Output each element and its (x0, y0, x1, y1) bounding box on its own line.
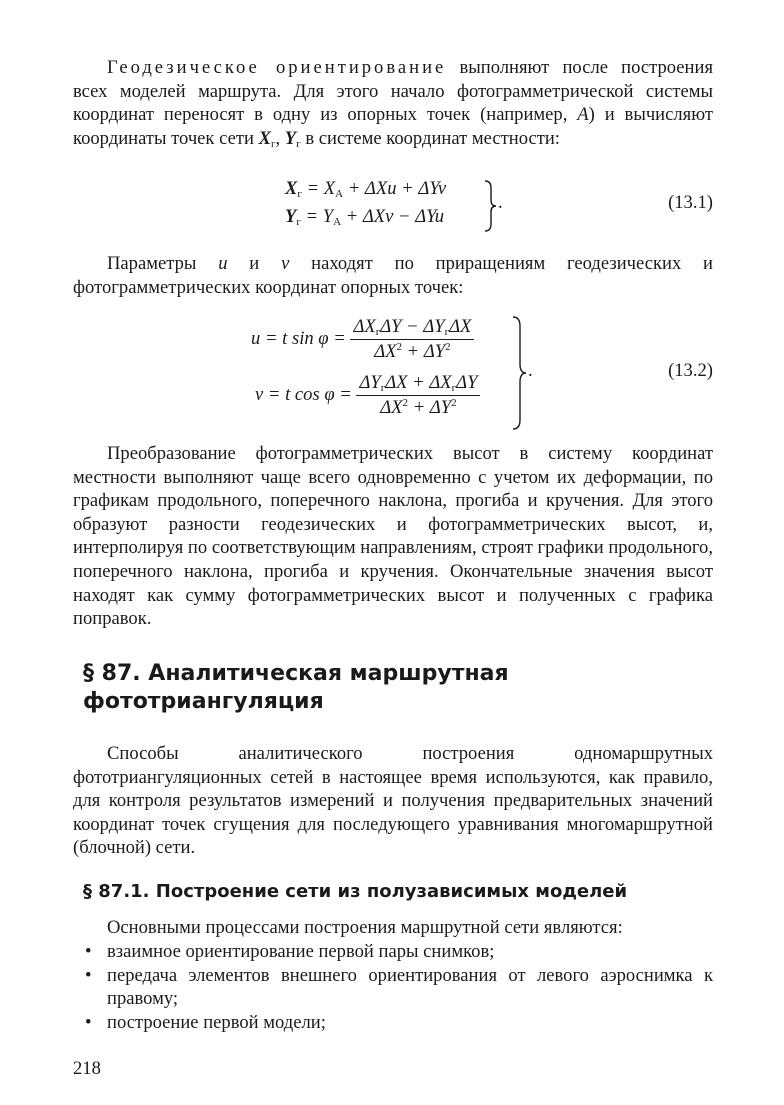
eq-term: ΔX (374, 341, 397, 362)
list-item (73, 964, 713, 1011)
list-item-text: построение первой модели; (107, 1011, 326, 1033)
list-item-text: взаимное ориентирование первой пары снимков; (107, 941, 495, 962)
eq-period: . (498, 192, 503, 213)
right-brace-icon (483, 180, 497, 232)
paragraph-parameters (73, 252, 713, 299)
process-list (73, 940, 713, 1034)
eq-term: = X (301, 178, 336, 199)
eq-term: ΔX (449, 316, 472, 337)
spaced-term: Геодезическое ориентирование (107, 57, 447, 78)
eq-sub: г (297, 188, 302, 200)
eq-sub: A (335, 188, 344, 200)
bullet-icon: • (85, 1011, 92, 1033)
var-v: v (281, 253, 290, 274)
eq-sub: A (333, 216, 342, 228)
equation-13-1 (73, 176, 713, 236)
eq-sup: 2 (451, 397, 457, 409)
eq-v-line (255, 372, 480, 419)
var-u: u (218, 253, 228, 274)
section-87-line1: § 87. Аналитическая маршрутная (83, 661, 509, 686)
text-run: ) и вычисляют координаты точек сети (73, 104, 713, 149)
eq-term: ΔY − ΔY (380, 316, 445, 337)
eq-u-line (251, 316, 474, 363)
bullet-icon: • (85, 941, 92, 962)
subscript-g: г (270, 137, 276, 150)
eq-sup: 2 (445, 341, 451, 353)
paragraph-analytical-methods: Способы аналитического построения одномаршрутных фототриангуляционных сетей в настоящее время используются, как правило, для контроля результатов измерений и получения предварительных значений координат точек сгущения для последующего уравнивания многомаршрутной (блочной) сети. (73, 743, 713, 859)
eq-sub: г (444, 326, 450, 338)
paragraph-geodetic-orientation (73, 56, 713, 156)
subscript-g: г (296, 137, 301, 150)
text-run: Параметры (107, 253, 219, 274)
eq-sub: г (451, 382, 457, 394)
eq-term: + ΔY (408, 397, 452, 418)
bullet-icon: • (85, 964, 92, 986)
eq-period: . (528, 360, 533, 381)
eq-line-2 (285, 206, 444, 228)
eq-sup: 2 (396, 341, 402, 353)
eq-term: + ΔXv − ΔYu (341, 206, 445, 227)
list-item-text: передача элементов внешнего ориентирования от левого аэроснимка к правому; (107, 964, 713, 1010)
eq-term: + ΔY (402, 341, 446, 362)
text-run: находят по приращениям геодезических и фотограмметрических координат опорных точек: (73, 253, 714, 298)
list-item (73, 1011, 713, 1035)
point-a: A (577, 104, 589, 126)
eq-line-1 (285, 178, 446, 200)
eq-sub: г (375, 326, 381, 338)
eq-term: = Y (300, 206, 334, 227)
eq-y: Y (285, 206, 297, 227)
equation-number: (13.1) (668, 192, 713, 213)
eq-term: ΔY (359, 372, 381, 393)
fraction-u (350, 316, 474, 363)
eq-term: ΔY (456, 372, 478, 393)
eq-lhs-u: u = t sin φ = (251, 327, 351, 349)
var-y: Y (284, 127, 297, 149)
eq-term: + ΔXu + ΔYv (343, 178, 447, 199)
paragraph-height-transform: Преобразование фотограмметрических высот в систему координат местности выполняют чаще всего одновременно с учетом их деформации, по графикам продольного, поперечного наклона, прогиба и кручения. Для этого образуют разности геодезических и фотограмметрических высот, и, интерполируя по соответствующим направлениям, строят графики продольного, поперечного наклона, прогиба и кручения. Окончательные значения высот находят как сумму фотограмметрических высот и полученных с графика поправок. (73, 443, 713, 630)
fraction-v (356, 372, 480, 419)
text-run: выполняют после построения всех моделей маршрута. Для этого начало фотограмметрической системы координат переносят в одну из опорных точек (например, (73, 57, 713, 126)
eq-term: ΔX (380, 397, 403, 418)
section-87-heading (83, 660, 509, 716)
eq-sup: 2 (402, 397, 409, 409)
page-number: 218 (73, 1058, 101, 1079)
eq-sub: г (296, 216, 301, 228)
eq-lhs-v: v = t cos φ = (255, 383, 357, 405)
eq-term: ΔX + ΔX (385, 372, 452, 393)
eq-x: X (285, 178, 298, 199)
section-87-1-heading: § 87.1. Построение сети из полузависимых моделей (83, 881, 628, 902)
text-run: , (275, 127, 285, 149)
eq-term: ΔX (353, 316, 376, 337)
list-item (73, 940, 713, 964)
eq-sub: г (380, 382, 386, 394)
equation-13-2 (73, 314, 713, 434)
right-brace-icon (511, 316, 527, 430)
text-run: и (227, 253, 282, 274)
var-x: X (258, 127, 271, 149)
text-run: в системе координат местности: (300, 127, 560, 149)
paragraph-main-processes: Основными процессами построения маршрутной сети являются: (107, 917, 623, 938)
equation-number: (13.2) (668, 360, 713, 381)
section-87-line2: фототриангуляция (83, 689, 324, 714)
